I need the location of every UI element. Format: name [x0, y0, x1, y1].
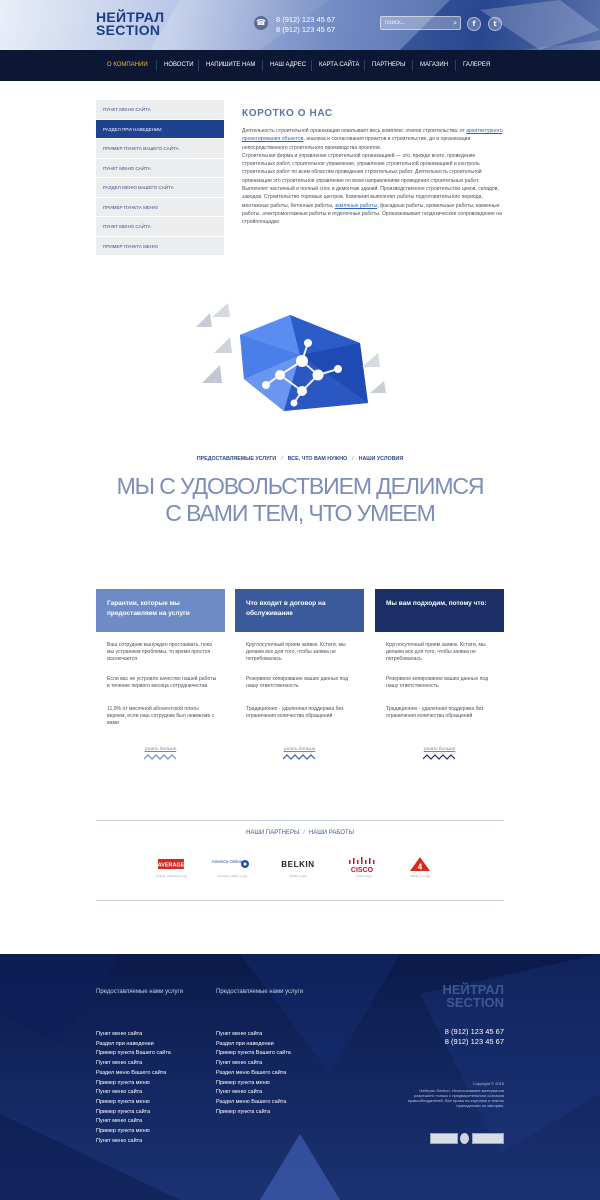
search-box: [380, 16, 461, 30]
sidebar-menu: [96, 100, 224, 256]
footer-link[interactable]: Пример пункта меню: [216, 1079, 270, 1086]
facebook-icon[interactable]: f: [467, 17, 481, 31]
footer-link[interactable]: Пункт меню сайта: [96, 1031, 143, 1037]
footer-phone-2[interactable]: 8 (912) 123 45 67: [444, 1036, 504, 1046]
svg-text:BELKIN: BELKIN: [281, 860, 315, 869]
card-why-us: [375, 589, 504, 775]
logo-line2: SECTION: [96, 22, 161, 38]
footer-link[interactable]: Пункт меню сайта: [96, 1137, 143, 1144]
headline-line1: МЫ С УДОВОЛЬСТВИЕМ ДЕЛИМСЯ: [116, 473, 484, 499]
card-item: 11,9% от месячной абонентской платы вернем, если наш сотрудник был невежлив с вами: [107, 706, 215, 726]
tab-services[interactable]: ПРЕДОСТАВЛЯЕМЫЕ УСЛУГИ: [196, 456, 277, 462]
about-link-architecture[interactable]: архитектурного проектирования объектов: [242, 128, 503, 143]
footer-copyright: Copyright © 2015: [472, 1081, 504, 1086]
sidebar-item[interactable]: ПРИМЕР ПУНКТА МЕНЮ: [96, 237, 224, 257]
footer-link[interactable]: Раздел меню Вашего сайта: [216, 1098, 287, 1105]
nav-divider: [364, 60, 365, 71]
headline-line2: С ВАМИ ТЕМ, ЧТО УМЕЕМ: [165, 500, 435, 526]
phone-icon: ☎: [254, 16, 268, 30]
header-phones: [276, 15, 335, 35]
card-item: Круглосуточный прием заявок. Кстати, мы делаем все для того, чтобы заявка не потребовалась: [386, 642, 486, 662]
svg-text:CISCO: CISCO: [350, 867, 374, 874]
nav-divider: [262, 60, 263, 71]
nav-divider: [198, 60, 199, 71]
sidebar-item[interactable]: ПУНКТ МЕНЮ САЙТА: [96, 217, 224, 237]
tab-works[interactable]: НАШИ РАБОТЫ: [308, 830, 354, 836]
header-phone-1[interactable]: 8 (912) 123 45 67: [276, 15, 336, 24]
card-item: Резервное копирование ваших данных под нашу ответственность: [246, 676, 349, 689]
sidebar-item[interactable]: ПУНКТ МЕНЮ САЙТА: [96, 159, 224, 179]
footer-link[interactable]: Пункт меню сайта: [96, 1089, 143, 1096]
svg-text:AVERAGE: AVERAGE: [157, 862, 185, 869]
nav-partners[interactable]: ПАРТНЕРЫ: [372, 62, 406, 68]
counter-badge[interactable]: [430, 1133, 458, 1144]
nav-news[interactable]: НОВОСТИ: [164, 62, 194, 68]
card-item: Ваш сотрудник вынужден простаивать, пока мы устраняем проблемы, то время простоя исключается: [107, 642, 212, 662]
footer-legal: Нейтрал Section. Использование материалов разрешено только с предварительного согласия правообладателей. Все права на картинки и тексты принадлежат их авторам.: [407, 1088, 504, 1108]
footer-link[interactable]: Раздел при наведении: [96, 1040, 154, 1047]
card-title: Гарантии, которые мы предоставляем на услуги: [96, 589, 225, 632]
card-item: Резервное копирование ваших данных под нашу ответственность: [386, 676, 489, 689]
nav-shop[interactable]: МАГАЗИН: [420, 62, 449, 68]
nav-divider: [156, 60, 157, 71]
card-item: Традиционно - удаленная поддержка без ограничения количества обращений: [386, 706, 484, 719]
footer-link[interactable]: Пункт меню сайта: [216, 1089, 263, 1096]
search-icon[interactable]: ⌕: [453, 19, 457, 27]
molecule-crystal-illustration: [190, 295, 410, 415]
svg-text:America Online: America Online: [211, 859, 243, 864]
about-text: Деятельность строительной организации охватывает весь комплекс этапов строительства: от архитектурного проектирования объектов, анализа и согласования проектов в строительстве, до и организации непосредственного строительного производства проектов. Строительная фирма и управление строительной организацией — это, прежде всего, проведение строительных работ, строительное управление, управление строительной организацией и контроль строительных работ по всем областям проведения строительных работ. Деятельность строительной организации это строительное управление по всем направлениям проведения строительных работ. Выполняет частичный и полный снос и демонтаж зданий. Производственное строительство цехов, складов, заводов. Строительство торговых центров. Компания выполняет работы подготовительного периода, монтажные работы, бетонные работы, земляные работы, фасадные работы, кровельные работы, каменные работы, электромонтажные работы и отделочные работы. Организовывает геодезическое сопровождение на стройплощадке.: [242, 128, 503, 226]
footer-link[interactable]: Раздел меню Вашего сайта: [216, 1069, 287, 1076]
card-item: Традиционно - удаленная поддержка без ограничения количества обращений: [246, 706, 344, 719]
footer-link[interactable]: Пример пункта меню: [96, 1079, 150, 1086]
footer-link[interactable]: Пример пункта Вашего сайта: [96, 1050, 171, 1057]
wave-icon: [144, 753, 176, 761]
footer-link[interactable]: Раздел при наведении: [216, 1040, 274, 1047]
divider: [96, 900, 504, 901]
footer-logo[interactable]: [404, 984, 504, 1009]
footer-col2-list: [216, 1030, 291, 1117]
nav-divider: [455, 60, 456, 71]
sidebar-item[interactable]: РАЗДЕЛ МЕНЮ ВАШЕГО САЙТА: [96, 178, 224, 198]
footer-link[interactable]: Пример пункта сайта: [96, 1108, 151, 1115]
nav-divider: [412, 60, 413, 71]
learn-more-link[interactable]: узнать больше: [283, 746, 316, 751]
about-title: КОРОТКО О НАС: [242, 108, 333, 119]
twitter-icon[interactable]: t: [488, 17, 502, 31]
partner-caption: Made_4.ru.jpg: [410, 874, 431, 878]
header-phone-2[interactable]: 8 (912) 123 45 67: [276, 25, 336, 34]
footer-link[interactable]: Пункт меню сайта: [96, 1060, 143, 1067]
learn-more-link[interactable]: узнать больше: [144, 746, 177, 751]
footer-link[interactable]: Пункт меню сайта: [216, 1060, 263, 1067]
nav-about[interactable]: О КОМПАНИИ: [107, 62, 148, 68]
sidebar-item[interactable]: ПРИМЕР ПУНКТА ВАШЕГО САЙТА: [96, 139, 224, 159]
footer-link[interactable]: Пример пункта сайта: [216, 1108, 271, 1115]
nav-sitemap[interactable]: КАРТА САЙТА: [319, 62, 360, 68]
partner-caption: Belkin.ru.jpg: [290, 874, 307, 878]
learn-more-link[interactable]: узнать больше: [423, 746, 456, 751]
sidebar-item[interactable]: ПУНКТ МЕНЮ САЙТА: [96, 100, 224, 120]
main-nav: [0, 50, 600, 81]
partners-tabs: НАШИ ПАРТНЕРЫ / НАШИ РАБОТЫ: [246, 830, 354, 836]
card-title: Мы вам подходим, потому что:: [375, 589, 504, 632]
footer-logo-line1: НЕЙТРАЛ: [442, 982, 504, 997]
validator-badge[interactable]: [460, 1133, 469, 1144]
tab-all-you-need[interactable]: ВСЕ, ЧТО ВАМ НУЖНО: [287, 456, 348, 462]
nav-gallery[interactable]: ГАЛЕРЕЯ: [463, 62, 491, 68]
footer-col1-list: [96, 1030, 171, 1146]
footer-phones: [404, 1027, 504, 1046]
footer-link[interactable]: Раздел меню Вашего сайта: [96, 1069, 167, 1076]
footer-link[interactable]: Пример пункта меню: [96, 1128, 150, 1135]
about-link-earthworks[interactable]: земляные работы: [334, 202, 378, 209]
partner-caption: Новый_Vetfound.ru.jpg: [155, 874, 188, 878]
card-guarantees: [96, 589, 225, 775]
card-item: Круглосуточный прием заявок. Кстати, мы делаем все для того, чтобы заявка не потребовалась: [246, 642, 346, 662]
sidebar-item[interactable]: ПРИМЕР ПУНКТА МЕНЮ: [96, 198, 224, 218]
card-title: Что входит в договор на обслуживание: [235, 589, 364, 632]
designer-badge[interactable]: [472, 1133, 504, 1144]
divider: [96, 820, 504, 821]
card-contract: [235, 589, 364, 775]
logo-line1: НЕЙТРАЛ: [96, 9, 165, 25]
footer-link[interactable]: Пункт меню сайта: [216, 1031, 263, 1037]
wave-icon: [283, 753, 315, 761]
nav-address[interactable]: НАШ АДРЕС: [270, 62, 307, 68]
partner-caption: Cisco.ru.jpg: [355, 874, 372, 878]
logo[interactable]: [96, 11, 164, 37]
services-tabs: ПРЕДОСТАВЛЯЕМЫЕ УСЛУГИ / ВСЕ, ЧТО ВАМ НУЖНО / НАШИ УСЛОВИЯ: [196, 456, 404, 462]
svg-text:4: 4: [417, 862, 423, 872]
footer-phone-1[interactable]: 8 (912) 123 45 67: [444, 1027, 504, 1036]
nav-divider: [311, 60, 312, 71]
tab-our-terms[interactable]: НАШИ УСЛОВИЯ: [358, 456, 404, 462]
footer-col1-title: Предоставляемые нами услуги: [96, 989, 184, 995]
footer-link[interactable]: Пример пункта меню: [96, 1098, 150, 1105]
partner-caption: America_Online.ru.jpg: [217, 874, 248, 878]
footer-link[interactable]: Пример пункта Вашего сайта: [216, 1050, 291, 1057]
footer-col2-title: Предоставляемые нами услуги: [216, 989, 304, 995]
search-input[interactable]: [385, 18, 445, 28]
footer-link[interactable]: Пункт меню сайта: [96, 1118, 143, 1125]
tab-partners[interactable]: НАШИ ПАРТНЕРЫ: [246, 830, 300, 836]
sidebar-item-active[interactable]: РАЗДЕЛ ПРИ НАВЕДЕНИИ: [96, 120, 224, 140]
footer-logo-line2: SECTION: [446, 994, 504, 1010]
wave-icon: [423, 753, 455, 761]
card-item: Если вас не устроило качество нашей работы в течение первого месяца сотрудничества: [107, 676, 217, 689]
nav-write-us[interactable]: НАПИШИТЕ НАМ: [206, 62, 256, 68]
